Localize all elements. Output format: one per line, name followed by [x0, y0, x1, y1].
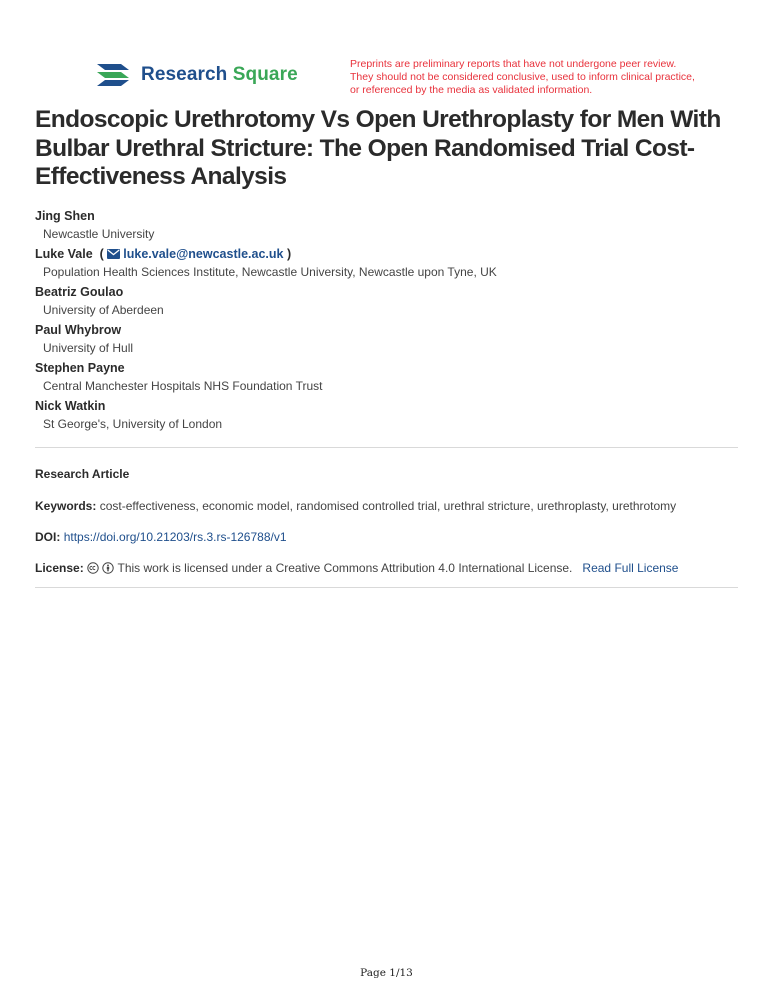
author-affiliation: University of Hull	[43, 341, 134, 355]
author-name: Paul Whybrow	[35, 323, 122, 337]
disclaimer-line: Preprints are preliminary reports that have not undergone peer review.	[350, 58, 677, 70]
author-email: luke.vale@newcastle.ac.uk	[123, 247, 284, 261]
article-type	[35, 467, 129, 481]
doi-label: DOI:	[35, 530, 61, 544]
by-icon	[102, 562, 114, 574]
author-name: Jing Shen	[35, 209, 95, 223]
author-affiliation: University of Aberdeen	[43, 303, 164, 317]
research-square-logo-icon	[95, 62, 131, 88]
mail-icon	[107, 249, 120, 259]
author-item	[35, 322, 735, 360]
disclaimer-line: They should not be considered conclusive, used to inform clinical practice,	[350, 71, 695, 83]
read-full-license-link[interactable]: Read Full License	[582, 561, 679, 575]
keywords-value: cost-effectiveness, economic model, randomised controlled trial, urethral stricture, urethroplasty, urethrotomy	[99, 499, 677, 513]
author-item	[35, 208, 735, 246]
keywords-label: Keywords:	[35, 499, 97, 513]
disclaimer-line: or referenced by the media as validated information.	[350, 84, 593, 96]
license-label: License:	[35, 561, 84, 575]
author-affiliation: Population Health Sciences Institute, Newcastle University, Newcastle upon Tyne, UK	[43, 265, 497, 279]
author-email-wrap: ( luke.vale@newcastle.ac.uk )	[96, 247, 292, 261]
author-name-row	[35, 246, 735, 263]
cc-icon	[87, 562, 99, 574]
divider	[35, 587, 738, 588]
author-name: Nick Watkin	[35, 399, 106, 413]
author-affiliation: Central Manchester Hospitals NHS Foundation Trust	[43, 379, 323, 393]
author-affiliation: Newcastle University	[43, 227, 155, 241]
keywords-row	[35, 499, 676, 513]
author-affiliation: St George's, University of London	[43, 417, 223, 431]
license-text: This work is licensed under a Creative Commons Attribution 4.0 International License.	[117, 561, 573, 575]
preprint-disclaimer	[350, 58, 750, 97]
author-item	[35, 246, 735, 284]
page-number: Page 1/13	[360, 967, 413, 979]
author-list	[35, 208, 735, 436]
author-name: Beatriz Goulao	[35, 285, 124, 299]
doi-link[interactable]: https://doi.org/10.21203/rs.3.rs-126788/v1	[63, 530, 287, 544]
logo-square: Square	[232, 64, 298, 85]
divider	[35, 447, 738, 448]
author-item	[35, 360, 735, 398]
logo-text	[141, 64, 298, 86]
author-name: Stephen Payne	[35, 361, 125, 375]
author-item	[35, 284, 735, 322]
author-email-link[interactable]	[107, 247, 283, 261]
research-square-logo[interactable]	[95, 62, 298, 88]
author-name: Luke Vale	[35, 247, 93, 261]
doi-row	[35, 530, 287, 544]
logo-research: Research	[141, 64, 228, 85]
license-row	[35, 561, 678, 575]
article-type-label: Research Article	[35, 467, 130, 481]
author-item	[35, 398, 735, 436]
paper-title: Endoscopic Urethrotomy Vs Open Urethroplasty for Men With Bulbar Urethral Stricture: The Open Randomised Trial Cost-Effectiveness Analysis	[35, 106, 721, 190]
